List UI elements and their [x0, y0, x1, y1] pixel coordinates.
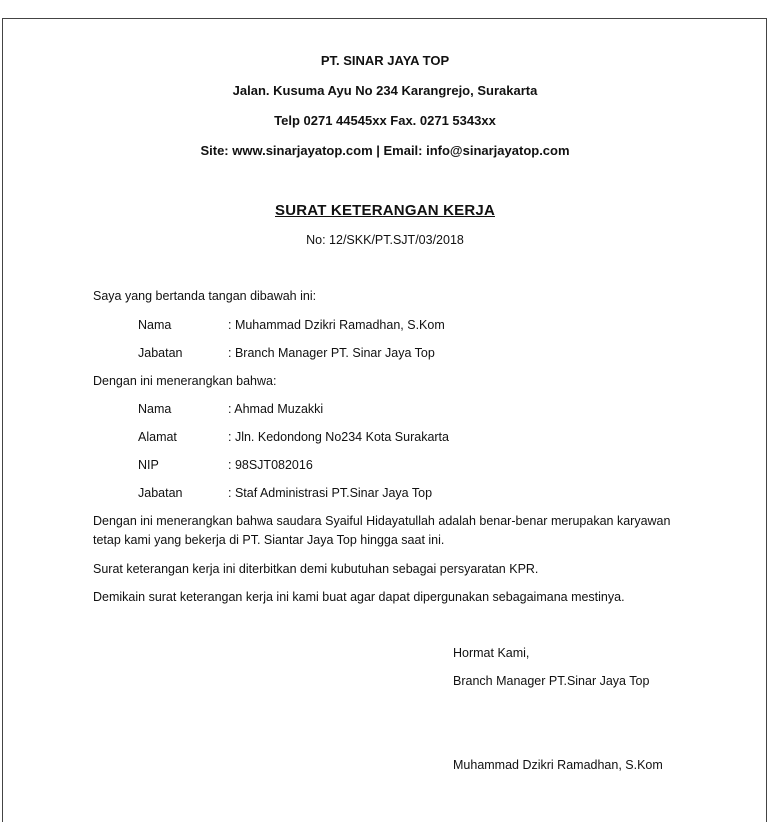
paragraph-1-line-2: tetap kami yang bekerja di PT. Siantar Jaya Top hingga saat ini.: [93, 533, 445, 547]
closing-greeting: Hormat Kami,: [453, 646, 530, 660]
company-site-email: Site: www.sinarjayatop.com | Email: info@sinarjayatop.com: [200, 143, 570, 158]
signer-position-label: Jabatan: [138, 346, 183, 360]
company-name: PT. SINAR JAYA TOP: [320, 53, 450, 68]
paragraph-2: Surat keterangan kerja ini diterbitkan demi kubutuhan sebagai persyaratan KPR.: [93, 562, 539, 576]
letter-title: SURAT KETERANGAN KERJA: [275, 202, 495, 219]
company-address: Jalan. Kusuma Ayu No 234 Karangrejo, Surakarta: [232, 83, 538, 98]
employee-intro: Dengan ini menerangkan bahwa:: [93, 374, 277, 388]
signer-name-value: : Muhammad Dzikri Ramadhan, S.Kom: [228, 318, 445, 332]
employee-address-value: : Jln. Kedondong No234 Kota Surakarta: [228, 430, 449, 444]
closing-signer-name: Muhammad Dzikri Ramadhan, S.Kom: [453, 758, 663, 772]
employee-nip-value: : 98SJT082016: [228, 458, 313, 472]
letter-number: No: 12/SKK/PT.SJT/03/2018: [306, 233, 464, 247]
letter-page: [2, 18, 767, 822]
closing-position: Branch Manager PT.Sinar Jaya Top: [453, 674, 650, 688]
employee-nip-label: NIP: [138, 458, 159, 472]
employee-name-label: Nama: [138, 402, 172, 416]
signer-intro: Saya yang bertanda tangan dibawah ini:: [93, 289, 317, 303]
signer-name-label: Nama: [138, 318, 172, 332]
paragraph-3: Demikain surat keterangan kerja ini kami buat agar dapat dipergunakan sebagaimana mestinya.: [93, 590, 625, 604]
employee-address-label: Alamat: [138, 430, 177, 444]
employee-name-value: : Ahmad Muzakki: [228, 402, 324, 416]
paragraph-1-line-1: Dengan ini menerangkan bahwa saudara Syaiful Hidayatullah adalah benar-benar merupakan karyawan: [93, 514, 671, 528]
company-phone-fax: Telp 0271 44545xx Fax. 0271 5343xx: [274, 113, 496, 128]
employee-position-value: : Staf Administrasi PT.Sinar Jaya Top: [228, 486, 433, 500]
employee-position-label: Jabatan: [138, 486, 183, 500]
signer-position-value: : Branch Manager PT. Sinar Jaya Top: [228, 346, 435, 360]
